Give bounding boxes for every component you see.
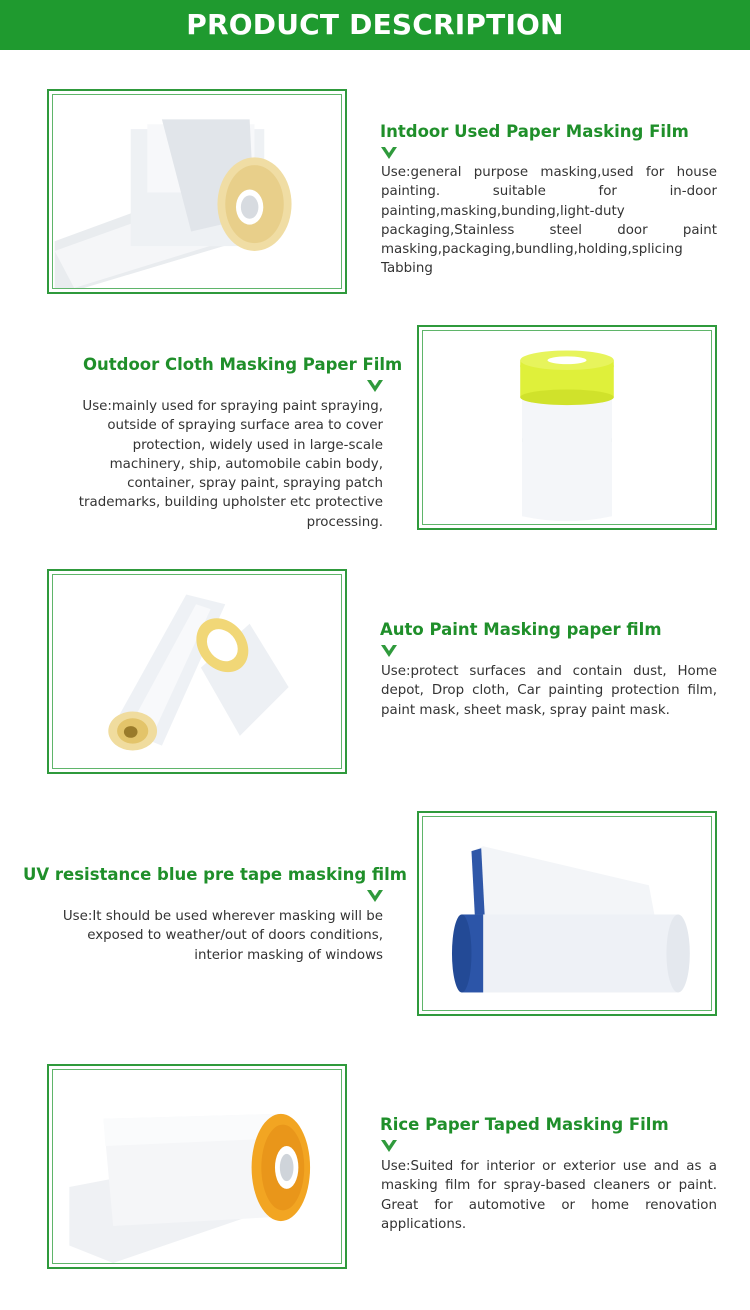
page-title: PRODUCT DESCRIPTION (186, 8, 564, 41)
product-description: Use:Suited for interior or exterior use and as a masking film for spray-based cleaners or paint. Great for automotive or home renovation applications. (381, 1159, 717, 1232)
product-image (53, 1070, 341, 1263)
double-chevron-down-icon (381, 146, 397, 160)
product-image-frame (47, 569, 347, 774)
product-image-frame (47, 1064, 347, 1269)
product-title: Auto Paint Masking paper film (380, 620, 662, 639)
page-title-banner (0, 0, 750, 50)
product-image (423, 817, 711, 1010)
product-title: Outdoor Cloth Masking Paper Film (83, 355, 403, 374)
product-title: UV resistance blue pre tape masking film (23, 865, 407, 884)
double-chevron-down-icon (367, 379, 383, 393)
product-image (53, 575, 341, 768)
product-description: Use:protect surfaces and contain dust, Home depot, Drop cloth, Car painting protection film, paint mask, sheet mask, spray paint mask. (381, 664, 717, 718)
double-chevron-down-icon (381, 644, 397, 658)
product-image (53, 95, 341, 288)
double-chevron-down-icon (381, 1139, 397, 1153)
product-title: Rice Paper Taped Masking Film (380, 1115, 669, 1134)
product-description: Use:mainly used for spraying paint spraying, outside of spraying surface area to cover protection, widely used in large-scale machinery, ship, automobile cabin body, container, spray paint, spraying patch trademarks, building upholster etc protective processing. (78, 399, 383, 530)
product-image-frame (47, 89, 347, 294)
product-image-frame (417, 811, 717, 1016)
product-image-frame (417, 325, 717, 530)
product-image (423, 331, 711, 524)
product-description: Use:It should be used wherever masking will be exposed to weather/out of doors conditions, interior masking of windows (62, 909, 383, 963)
product-description: Use:general purpose masking,used for house painting. suitable for in-door painting,masking,bunding,light-duty packaging,Stainless steel door paint masking,packaging,bundling,holding,splicing Tabbing (381, 165, 717, 277)
double-chevron-down-icon (367, 889, 383, 903)
product-title: Intdoor Used Paper Masking Film (380, 122, 689, 141)
